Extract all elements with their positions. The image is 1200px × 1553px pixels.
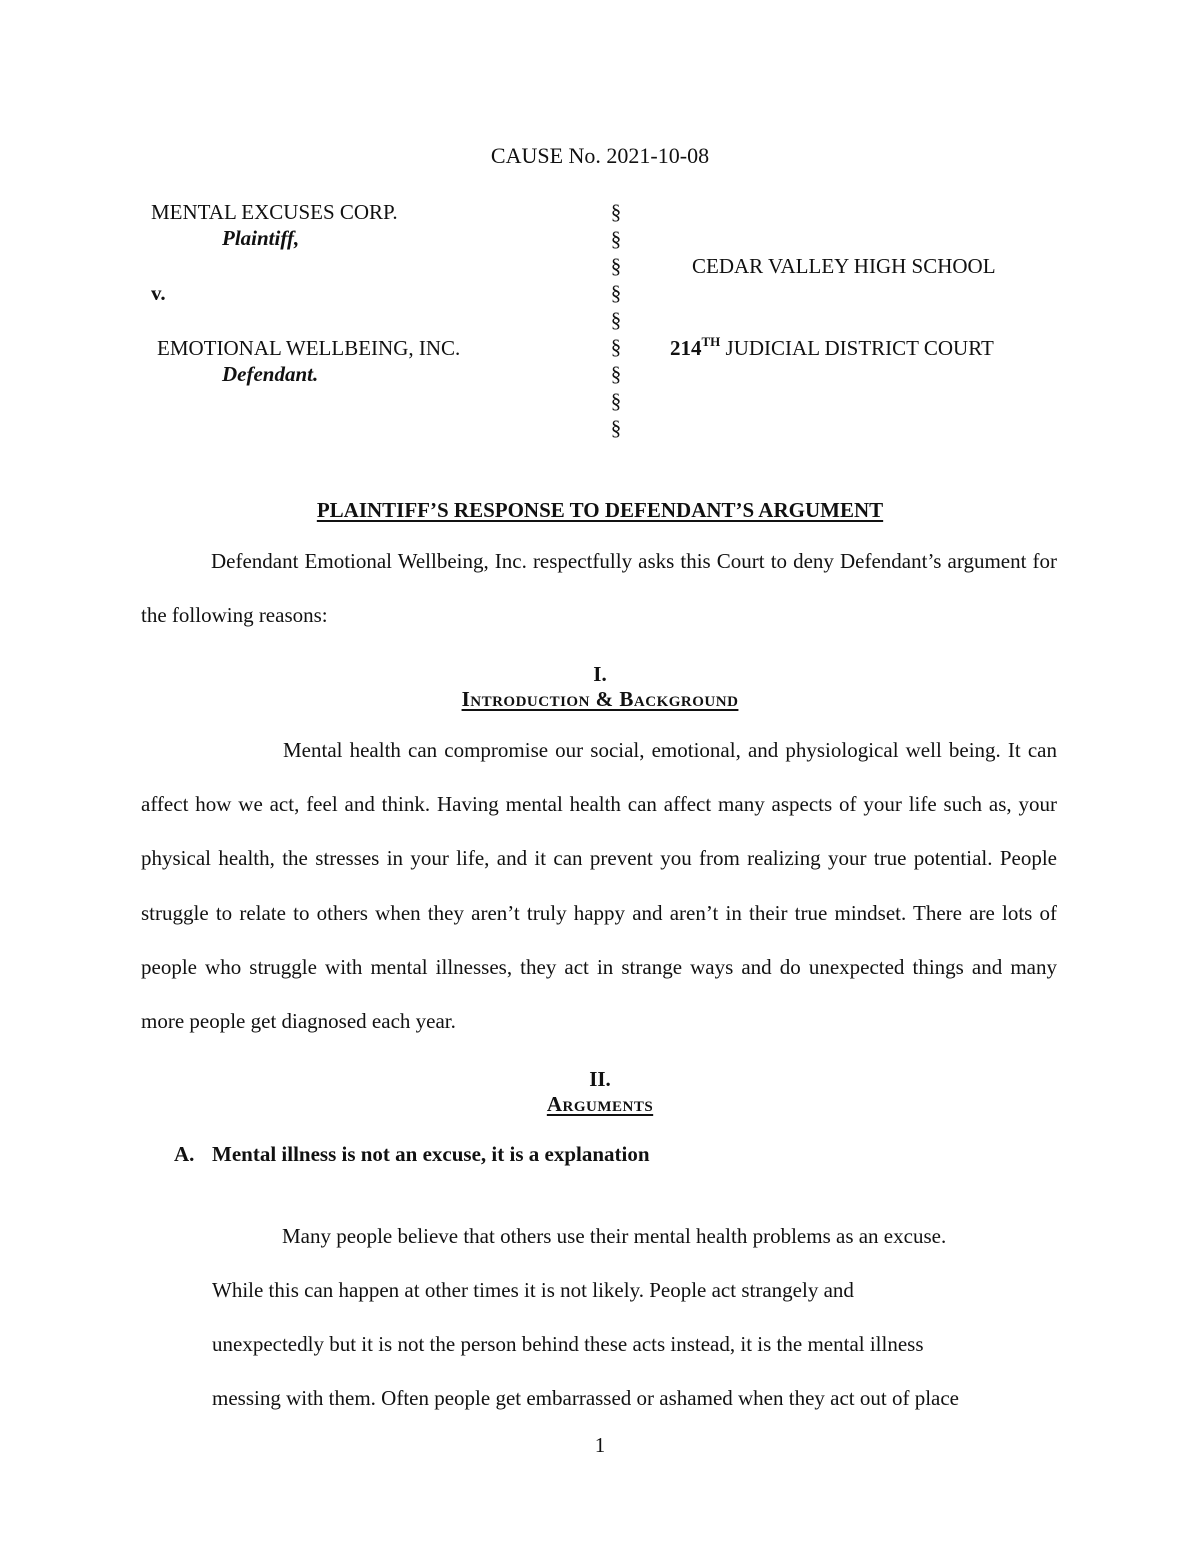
- section-symbol: §: [610, 362, 622, 386]
- defendant-role: Defendant.: [222, 362, 319, 386]
- district-superscript: TH: [701, 334, 721, 349]
- body-line: Many people believe that others use their mental health problems as an excuse.: [282, 1224, 947, 1248]
- defendant-name: EMOTIONAL WELLBEING, INC.: [157, 336, 461, 360]
- section-symbol: §: [610, 200, 622, 224]
- body-line: unexpectedly but it is not the person behind these acts instead, it is the mental illness: [212, 1332, 924, 1356]
- section-heading: Introduction & Background: [461, 687, 739, 711]
- intro-paragraph: Defendant Emotional Wellbeing, Inc. respectfully asks this Court to deny Defendant’s argument for the following reasons:: [141, 549, 1057, 628]
- section-paragraph: Mental health can compromise our social, emotional, and physiological well being. It can affect how we act, feel and think. Having mental health can affect many aspects of your life such as, your physical health, the stresses in your life, and it can prevent you from realizing your true potential. People struggle to relate to others when they aren’t truly happy and aren’t in their true mindset. There are lots of people who struggle with mental illnesses, they act in strange ways and do unexpected things and many more people get diagnosed each year.: [141, 738, 1057, 1034]
- section-numeral: II.: [589, 1067, 611, 1091]
- cause-number: CAUSE No. 2021-10-08: [490, 143, 710, 168]
- section-symbol: §: [610, 389, 622, 413]
- subheading-text: Mental illness is not an excuse, it is a explanation: [212, 1142, 650, 1166]
- section-symbol: §: [610, 254, 622, 278]
- plaintiff-name: MENTAL EXCUSES CORP.: [151, 200, 398, 224]
- document-title: PLAINTIFF’S RESPONSE TO DEFENDANT’S ARGUMENT: [316, 498, 884, 522]
- subheading-letter: A.: [174, 1142, 195, 1166]
- body-line: messing with them. Often people get embarrassed or ashamed when they act out of place: [212, 1386, 960, 1410]
- section-symbol: §: [610, 281, 622, 305]
- district-number: 214: [670, 336, 702, 360]
- district-court: [670, 335, 994, 361]
- section-numeral: I.: [593, 662, 607, 686]
- court-name: CEDAR VALLEY HIGH SCHOOL: [692, 254, 996, 278]
- section-symbol: §: [610, 416, 622, 440]
- section-symbol: §: [610, 308, 622, 332]
- section-symbol: §: [610, 227, 622, 251]
- section-heading: Arguments: [546, 1092, 654, 1116]
- versus-label: v.: [151, 281, 166, 305]
- body-line: While this can happen at other times it is not likely. People act strangely and: [212, 1278, 854, 1302]
- page-number: 1: [594, 1433, 606, 1457]
- district-text: JUDICIAL DISTRICT COURT: [725, 336, 994, 360]
- plaintiff-role: Plaintiff,: [222, 226, 300, 250]
- section-symbol: §: [610, 335, 622, 359]
